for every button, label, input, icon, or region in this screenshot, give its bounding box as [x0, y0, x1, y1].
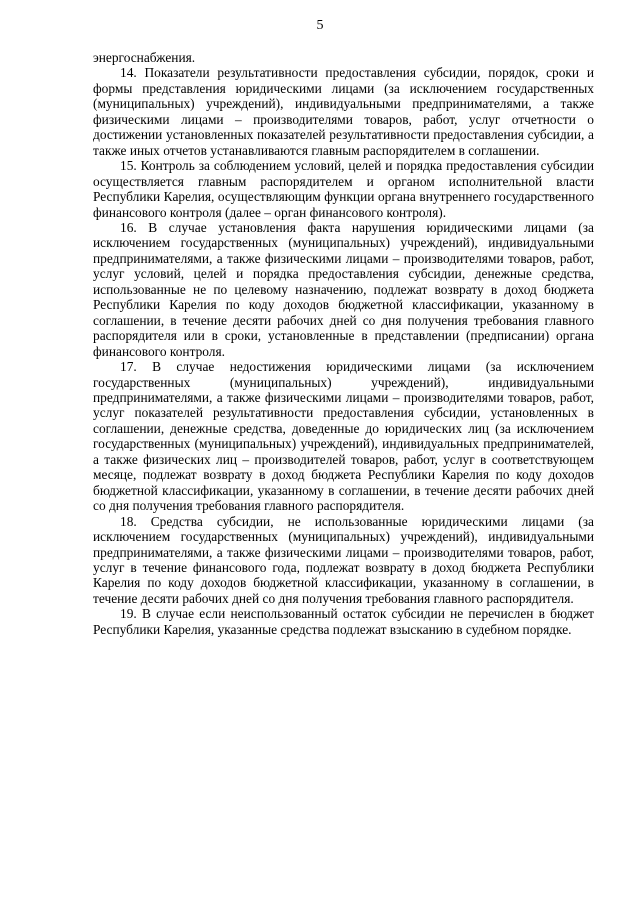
paragraph-18: 18. Средства субсидии, не использованные юридическими лицами (за исключением государственных (муниципальных) учреждений), индивидуальными предпринимателями, а также физическими лицами – производителями товаров, работ, услуг в течение финансового года, подлежат возврату в доход бюджета Республики Карелия по коду доходов бюджетной классификации, указанному в соглашении, в течение десяти рабочих дней со дня получения требования главного распорядителя.	[93, 513, 594, 606]
paragraph-16: 16. В случае установления факта нарушения юридическими лицами (за исключением государственных (муниципальных) учреждений), индивидуальными предпринимателями, а также физическими лицами – производителями товаров, работ, услуг условий, целей и порядка предоставления субсидии, денежные средства, использованные не по целевому назначению, подлежат возврату в доход бюджета Республики Карелия по коду доходов бюджетной классификации, указанному в соглашении, в течение десяти рабочих дней со дня получения требования главного распорядителя или в сроки, установленные в представлении (предписании) органа финансового контроля.	[93, 219, 594, 359]
paragraph-14: 14. Показатели результативности предоставления субсидии, порядок, сроки и формы представления юридическими лицами (за исключением государственных (муниципальных) учреждений), индивидуальными предпринимателями, а также физическими лицами – производителями товаров, работ, услуг отчетности о достижении установленных показателей результативности предоставления субсидии, а также иных отчетов устанавливаются главным распорядителем в соглашении.	[93, 65, 594, 158]
page-number: 5	[316, 18, 324, 33]
paragraph-15: 15. Контроль за соблюдением условий, целей и порядка предоставления субсидии осуществляется главным распорядителем и органом исполнительной власти Республики Карелия, осуществляющим функции органа внутреннего государственного финансового контроля (далее – орган финансового контроля).	[93, 158, 594, 220]
paragraph-19: 19. В случае если неиспользованный остаток субсидии не перечислен в бюджет Республики Карелия, указанные средства подлежат взысканию в судебном порядке.	[93, 606, 594, 637]
paragraph-17: 17. В случае недостижения юридическими лицами (за исключением государственных (муниципальных) учреждений), индивидуальными предпринимателями, а также физическими лицами – производителями товаров, работ, услуг показателей результативности предоставления субсидии, установленных в соглашении, денежные средства, доведенные до юридических лиц (за исключением государственных (муниципальных) учреждений), индивидуальных предпринимателей, а также физических лиц – производителей товаров, работ, услуг в соответствующем месяце, подлежат возврату в доход бюджета Республики Карелия по коду доходов бюджетной классификации, указанному в соглашении, в течение десяти рабочих дней со дня получения требования главного распорядителя.	[93, 359, 594, 514]
paragraph-continuation: энергоснабжения.	[93, 50, 196, 65]
document-body	[93, 50, 594, 637]
